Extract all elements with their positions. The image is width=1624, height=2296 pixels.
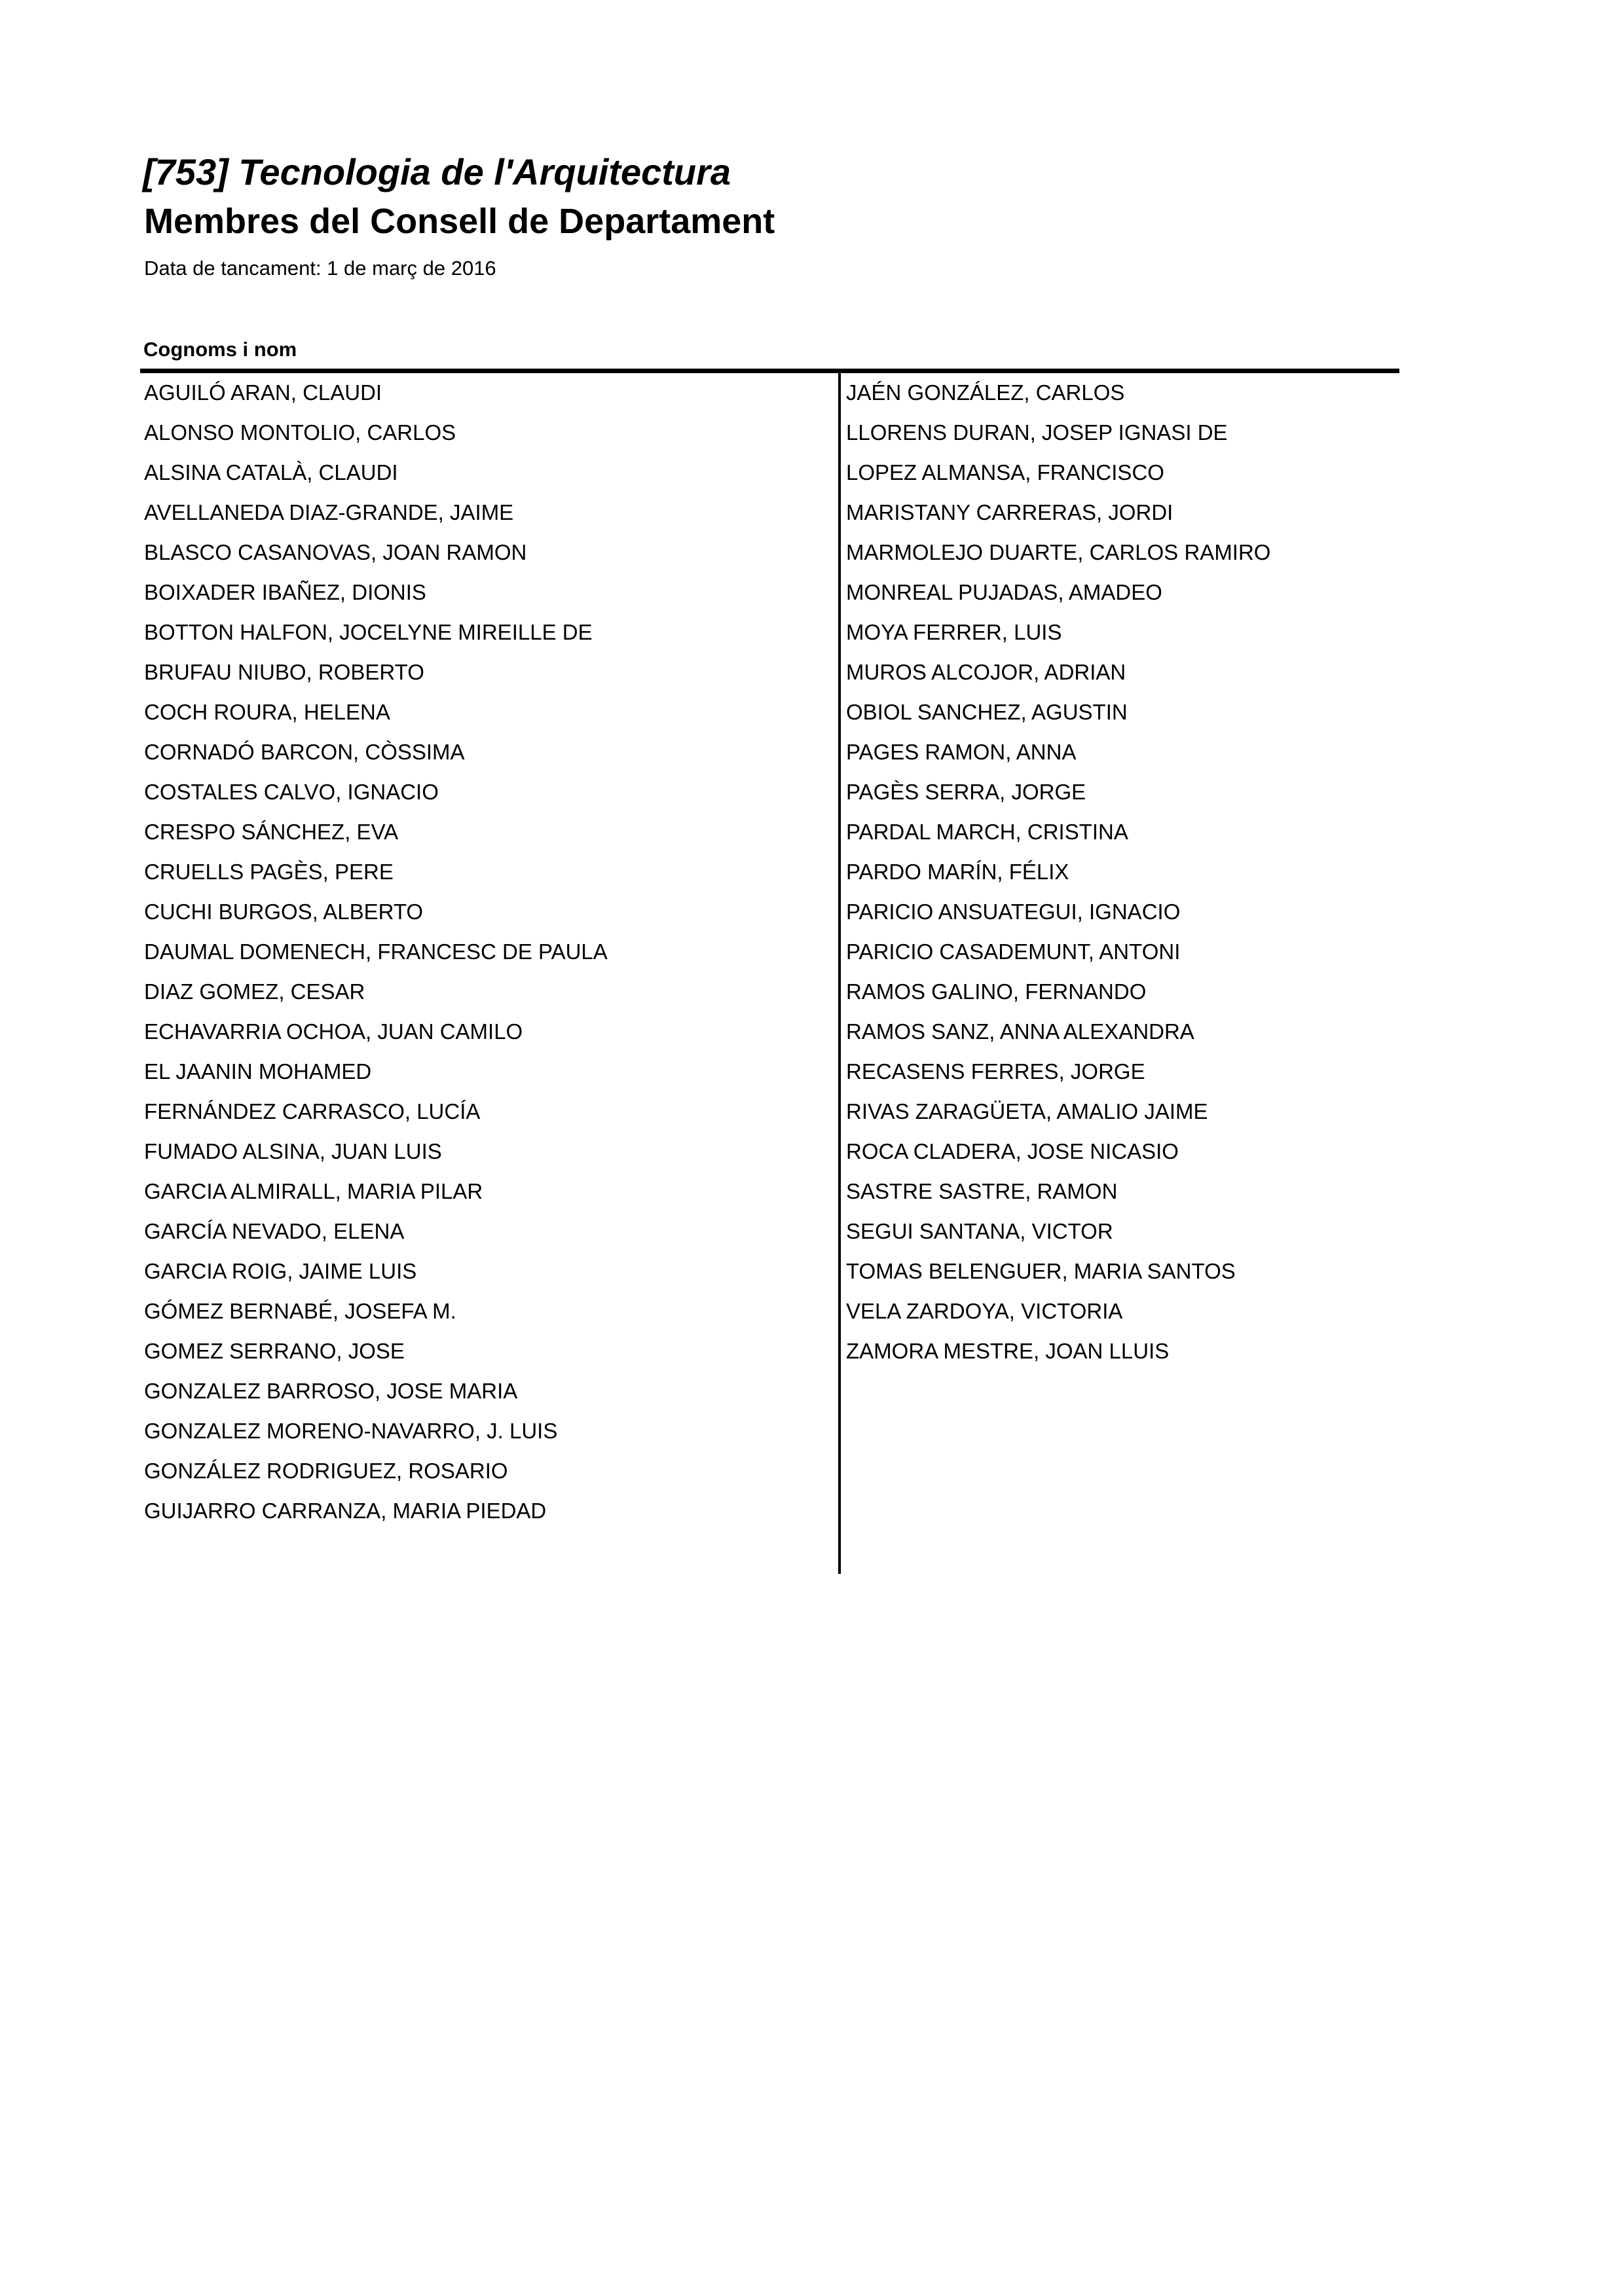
member-name: SEGUI SANTANA, VICTOR bbox=[846, 1219, 1113, 1243]
closing-date: Data de tancament: 1 de març de 2016 bbox=[144, 257, 496, 280]
member-name: FUMADO ALSINA, JUAN LUIS bbox=[144, 1139, 442, 1163]
member-name: BLASCO CASANOVAS, JOAN RAMON bbox=[144, 540, 527, 564]
member-name: CRESPO SÁNCHEZ, EVA bbox=[144, 820, 399, 844]
member-name: BOIXADER IBAÑEZ, DIONIS bbox=[144, 580, 426, 604]
member-name: MUROS ALCOJOR, ADRIAN bbox=[846, 660, 1126, 684]
member-name: DIAZ GOMEZ, CESAR bbox=[144, 979, 365, 1004]
member-name: PAGES RAMON, ANNA bbox=[846, 740, 1077, 764]
member-name: AVELLANEDA DIAZ-GRANDE, JAIME bbox=[144, 500, 514, 524]
column-divider bbox=[838, 371, 841, 1574]
member-name: PARICIO ANSUATEGUI, IGNACIO bbox=[846, 900, 1181, 924]
column-header: Cognoms i nom bbox=[143, 338, 297, 361]
member-name: PARDAL MARCH, CRISTINA bbox=[846, 820, 1128, 844]
member-name: CRUELLS PAGÈS, PERE bbox=[144, 860, 394, 884]
member-name: BOTTON HALFON, JOCELYNE MIREILLE DE bbox=[144, 620, 593, 644]
member-name: ZAMORA MESTRE, JOAN LLUIS bbox=[846, 1339, 1170, 1363]
document-title: [753] Tecnologia de l'Arquitectura bbox=[143, 151, 731, 192]
member-name: GONZALEZ MORENO-NAVARRO, J. LUIS bbox=[144, 1419, 558, 1443]
member-name: ALONSO MONTOLIO, CARLOS bbox=[144, 420, 456, 445]
member-name: GARCÍA NEVADO, ELENA bbox=[144, 1219, 405, 1243]
member-name: RECASENS FERRES, JORGE bbox=[846, 1059, 1145, 1084]
member-name: MARMOLEJO DUARTE, CARLOS RAMIRO bbox=[846, 540, 1271, 564]
member-name: PARDO MARÍN, FÉLIX bbox=[846, 860, 1069, 884]
member-list-right bbox=[846, 379, 1270, 1377]
member-name: AGUILÓ ARAN, CLAUDI bbox=[144, 380, 382, 405]
member-name: EL JAANIN MOHAMED bbox=[144, 1059, 372, 1084]
member-name: OBIOL SANCHEZ, AGUSTIN bbox=[846, 700, 1128, 724]
member-name: LLORENS DURAN, JOSEP IGNASI DE bbox=[846, 420, 1228, 445]
member-name: GARCIA ROIG, JAIME LUIS bbox=[144, 1259, 417, 1283]
member-name: GUIJARRO CARRANZA, MARIA PIEDAD bbox=[144, 1499, 547, 1523]
member-name: JAÉN GONZÁLEZ, CARLOS bbox=[846, 380, 1125, 405]
member-name: GONZALEZ BARROSO, JOSE MARIA bbox=[144, 1379, 518, 1403]
member-name: COCH ROURA, HELENA bbox=[144, 700, 390, 724]
member-name: SASTRE SASTRE, RAMON bbox=[846, 1179, 1118, 1203]
member-name: LOPEZ ALMANSA, FRANCISCO bbox=[846, 460, 1164, 484]
member-name: ROCA CLADERA, JOSE NICASIO bbox=[846, 1139, 1179, 1163]
member-name: RAMOS SANZ, ANNA ALEXANDRA bbox=[846, 1019, 1194, 1044]
member-name: TOMAS BELENGUER, MARIA SANTOS bbox=[846, 1259, 1236, 1283]
member-name: MARISTANY CARRERAS, JORDI bbox=[846, 500, 1173, 524]
member-name: PARICIO CASADEMUNT, ANTONI bbox=[846, 939, 1181, 964]
member-name: ECHAVARRIA OCHOA, JUAN CAMILO bbox=[144, 1019, 523, 1044]
member-name: CUCHI BURGOS, ALBERTO bbox=[144, 900, 424, 924]
member-name: FERNÁNDEZ CARRASCO, LUCÍA bbox=[144, 1099, 481, 1123]
member-name: COSTALES CALVO, IGNACIO bbox=[144, 780, 439, 804]
header-rule bbox=[140, 369, 1399, 373]
member-name: MOYA FERRER, LUIS bbox=[846, 620, 1062, 644]
member-name: GÓMEZ BERNABÉ, JOSEFA M. bbox=[144, 1299, 456, 1323]
member-name: GONZÁLEZ RODRIGUEZ, ROSARIO bbox=[144, 1459, 508, 1483]
member-name: BRUFAU NIUBO, ROBERTO bbox=[144, 660, 424, 684]
member-name: MONREAL PUJADAS, AMADEO bbox=[846, 580, 1162, 604]
member-name: PAGÈS SERRA, JORGE bbox=[846, 780, 1086, 804]
member-name: DAUMAL DOMENECH, FRANCESC DE PAULA bbox=[144, 939, 608, 964]
member-list-left bbox=[144, 379, 608, 1537]
member-name: RIVAS ZARAGÜETA, AMALIO JAIME bbox=[846, 1099, 1208, 1123]
member-name: GOMEZ SERRANO, JOSE bbox=[144, 1339, 405, 1363]
member-name: ALSINA CATALÀ, CLAUDI bbox=[144, 460, 398, 484]
member-name: RAMOS GALINO, FERNANDO bbox=[846, 979, 1147, 1004]
member-name: VELA ZARDOYA, VICTORIA bbox=[846, 1299, 1123, 1323]
document-subtitle: Membres del Consell de Departament bbox=[144, 202, 775, 241]
member-name: GARCIA ALMIRALL, MARIA PILAR bbox=[144, 1179, 483, 1203]
member-name: CORNADÓ BARCON, CÒSSIMA bbox=[144, 740, 465, 764]
